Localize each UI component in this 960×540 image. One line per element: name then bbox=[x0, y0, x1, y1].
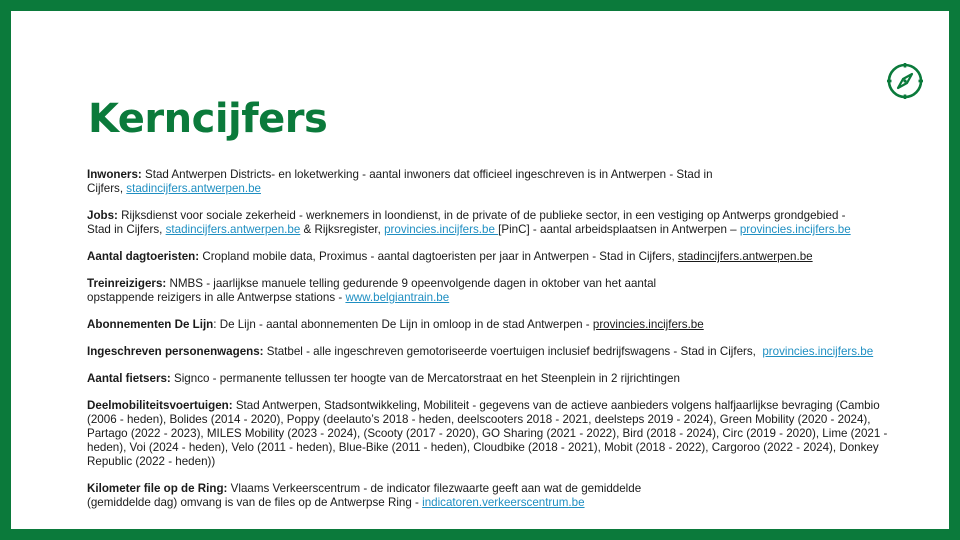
link-provincies-incijfers[interactable]: provincies.incijfers.be bbox=[739, 223, 851, 236]
section-treinreizigers: Treinreizigers: NMBS - jaarlijkse manuele telling gedurende 9 opeenvolgende dagen in oktober van het aantal opstappende reizigers in alle Antwerpse stations - www.belgiantrain.be bbox=[87, 277, 657, 304]
section-personenwagens: Ingeschreven personenwagens: Statbel - alle ingeschreven gemotoriseerde voertuigen inclusief bedrijfswagens - Stad in Cijfers, provincies.incijfers.be bbox=[87, 345, 874, 358]
section-label: Aantal fietsers: bbox=[87, 372, 171, 385]
section-fietsers: Aantal fietsers: Signco - permanente tellussen ter hoogte van de Mercatorstraat en het Steenplein in 2 rijrichtingen bbox=[87, 372, 680, 385]
section-dagtoeristen: Aantal dagtoeristen: Cropland mobile data, Proximus - aantal dagtoeristen per jaar in Antwerpen - Stad in Cijfers, stadincijfers.antwerpen.be bbox=[87, 250, 813, 263]
section-jobs: Jobs: Rijksdienst voor sociale zekerheid - werknemers in loondienst, in de private of de publieke sector, in een vestiging op Antwerps grondgebied - Stad in Cijfers, stadincijfers.antwerpen.be & Rijksregister, provincies.incijfers.be [PinC] - aantal arbeidsplaatsen in Antwerpen – provincies.incijfers.be bbox=[87, 209, 851, 236]
section-inwoners: Inwoners: Stad Antwerpen Districts- en loketwerking - aantal inwoners dat officieel ingeschreven is in Antwerpen - Stad in Cijfers, stadincijfers.antwerpen.be bbox=[87, 168, 713, 195]
link-provincies-incijfers[interactable]: provincies.incijfers.be bbox=[762, 345, 874, 358]
link-stadincijfers[interactable]: stadincijfers.antwerpen.be bbox=[126, 182, 261, 195]
section-label: Inwoners: bbox=[87, 168, 142, 181]
section-label: Treinreizigers: bbox=[87, 277, 167, 290]
page-title: Kerncijfers bbox=[88, 96, 328, 142]
section-label: Aantal dagtoeristen: bbox=[87, 250, 200, 263]
section-label: Deelmobiliteitsvoertuigen: bbox=[87, 399, 233, 412]
section-label: Kilometer file op de Ring: bbox=[87, 482, 228, 495]
section-label: Jobs: bbox=[87, 209, 118, 222]
source-list bbox=[87, 168, 897, 523]
section-label: Abonnementen De Lijn bbox=[87, 318, 214, 331]
compass-icon bbox=[886, 62, 924, 100]
link-belgiantrain[interactable]: www.belgiantrain.be bbox=[345, 291, 450, 304]
section-kilometer-file: Kilometer file op de Ring: Vlaams Verkeerscentrum - de indicator filezwaarte geeft aan wat de gemiddelde (gemiddelde dag) omvang is van de files op de Antwerpse Ring - indicatoren.verkeerscentrum.be bbox=[87, 482, 642, 509]
link-provincies-incijfers[interactable]: provincies.incijfers.be bbox=[592, 318, 704, 331]
section-deelmobiliteit: Deelmobiliteitsvoertuigen: Stad Antwerpen, Stadsontwikkeling, Mobiliteit - gegevens van de actieve aanbieders volgens halfjaarlijkse bevraging (Cambio (2006 - heden), Bolides (2014 - 2020), Poppy (deelauto’s 2018 - heden, deelscooters 2018 - 2021, deelsteps 2019 - 2024), Green Mobility (2020 - 2024), Partago (2022 - 2023), MILES Mobility (2023 - 2024), (Scooty (2017 - 2020), GO Sharing (2021 - 2022), Bird (2018 - 2024), Circ (2019 - 2020), Lime (2021 - heden), Voi (2024 - heden), Velo (2011 - heden), Blue-Bike (2011 - heden), Cloudbike (2018 - 2021), Mobit (2018 - 2022), Cargoroo (2022 - 2024), Donkey Republic (2022 - heden)) bbox=[87, 399, 888, 468]
link-verkeerscentrum[interactable]: indicatoren.verkeerscentrum.be bbox=[422, 496, 585, 509]
link-stadincijfers[interactable]: stadincijfers.antwerpen.be bbox=[677, 250, 813, 263]
link-provincies-incijfers[interactable]: provincies.incijfers.be bbox=[384, 223, 499, 236]
section-abonnementen: Abonnementen De Lijn: De Lijn - aantal abonnementen De Lijn in omloop in de stad Antwerpen - provincies.incijfers.be bbox=[87, 318, 704, 331]
section-label: Ingeschreven personenwagens: bbox=[87, 345, 264, 358]
link-stadincijfers[interactable]: stadincijfers.antwerpen.be bbox=[165, 223, 301, 236]
